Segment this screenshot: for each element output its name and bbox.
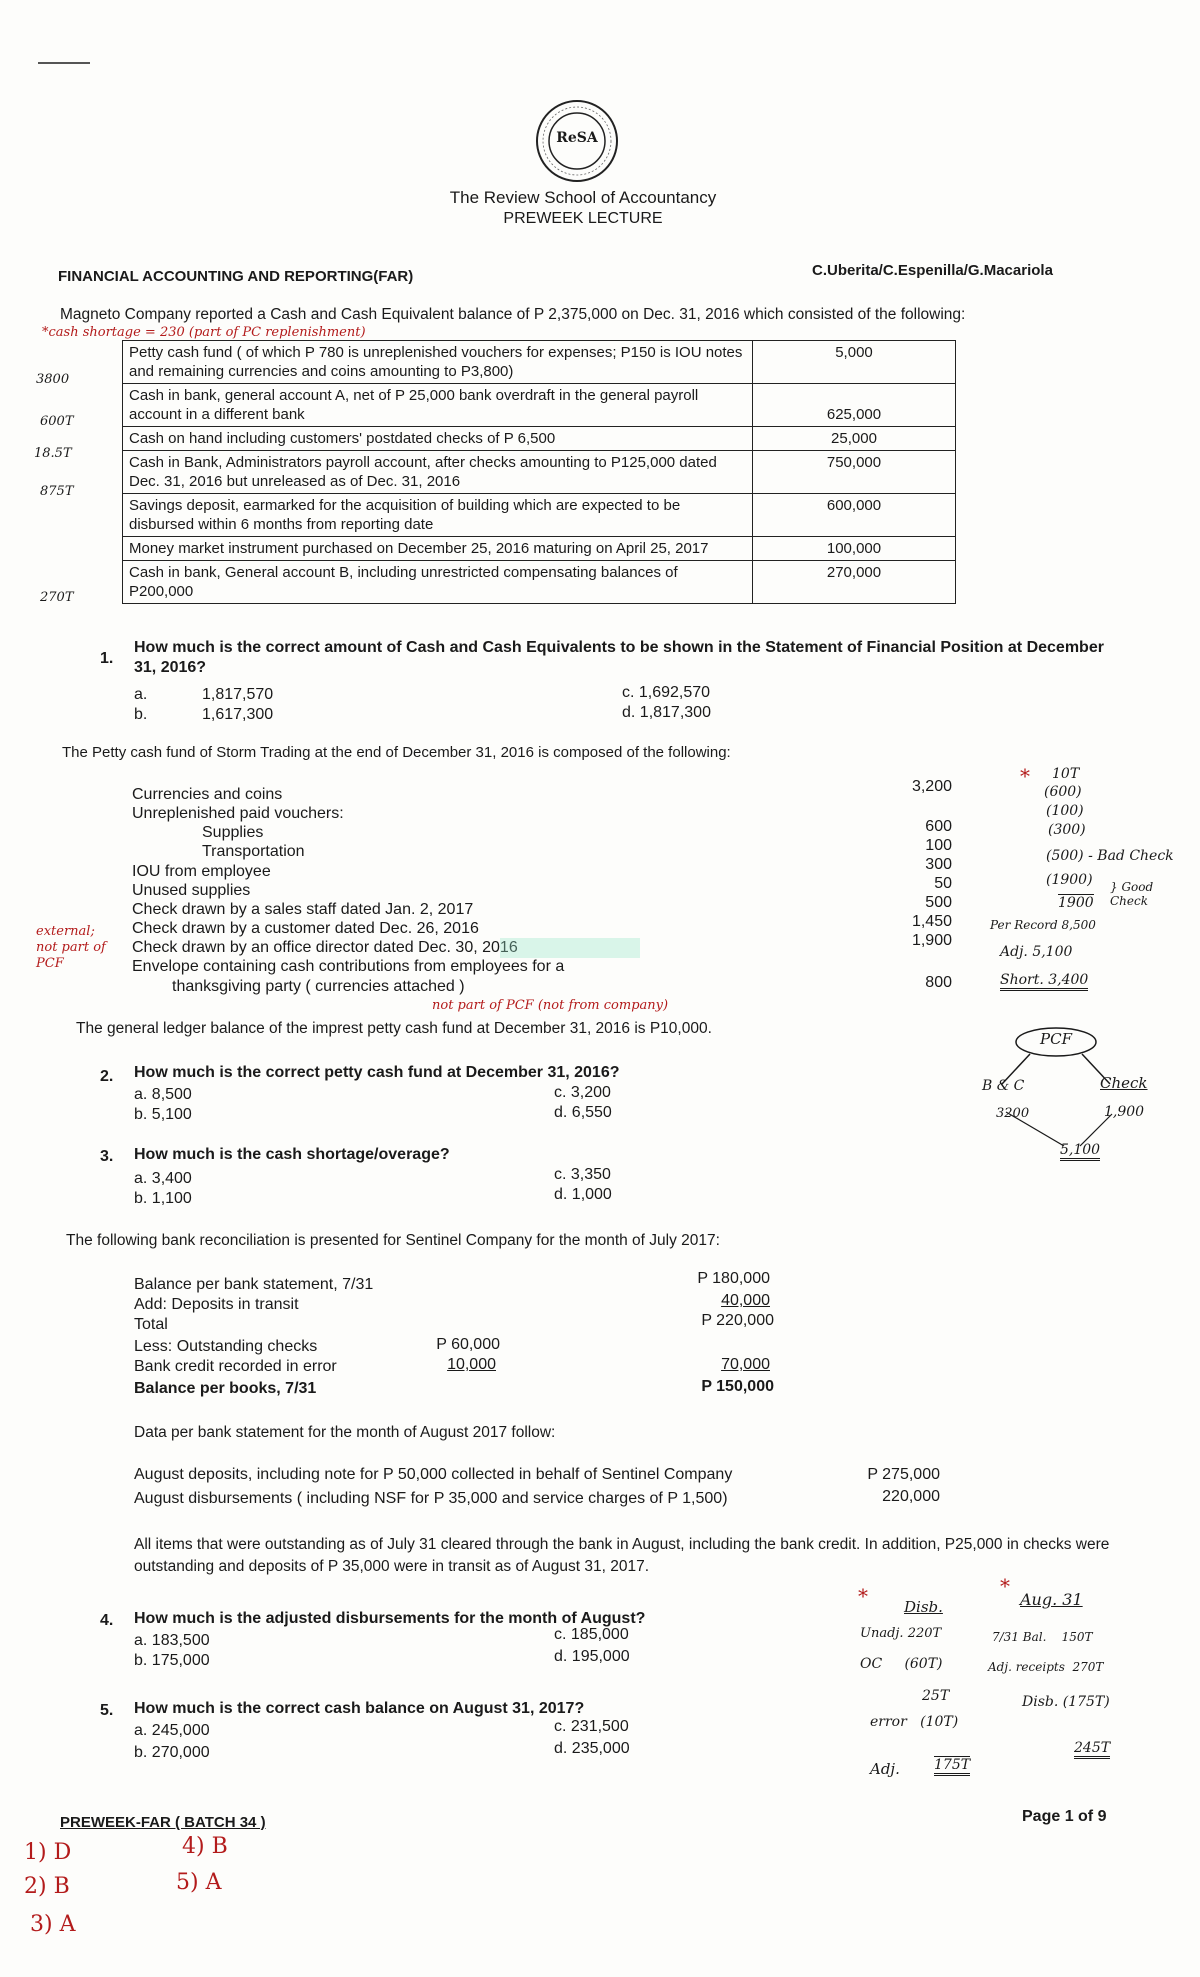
petty-item-label: Currencies and coins (132, 786, 283, 803)
q4-c: c. 185,000 (554, 1626, 629, 1643)
recon-oc-val: P 60,000 (436, 1336, 500, 1353)
recon-total-label: Total (134, 1316, 168, 1333)
hw-right-col: (100) (1046, 803, 1084, 819)
q1-a-value: 1,817,570 (202, 686, 274, 703)
q1-d: d. 1,817,300 (622, 704, 711, 721)
q5-b: b. 270,000 (134, 1744, 210, 1761)
q3-text: How much is the cash shortage/overage? (134, 1146, 450, 1163)
hw-good-check: } Good Check (1110, 880, 1154, 908)
row-amount: 25,000 (753, 427, 956, 451)
hw-aug-disb: Disb. (175T) (1022, 1694, 1110, 1710)
recon-dit-label: Add: Deposits in transit (134, 1296, 299, 1313)
petty-item-label: IOU from employee (132, 863, 271, 880)
hw-disb-adj-val: 175T (934, 1756, 970, 1776)
logo-text: ReSA (556, 130, 598, 146)
recon-aug-dep-val: P 275,000 (867, 1466, 940, 1483)
subject-title: FINANCIAL ACCOUNTING AND REPORTING(FAR) (58, 268, 414, 285)
petty-item-label: Check drawn by an office director dated Dec. 30, 2016 (132, 939, 518, 956)
recon-aug-dep-label: August deposits, including note for P 50,000 collected in behalf of Sentinel Company (134, 1466, 733, 1483)
q5-a: a. 245,000 (134, 1722, 210, 1739)
row-desc: Cash in bank, General account B, including unrestricted compensating balances of P200,000 (123, 561, 753, 604)
q3-number: 3. (100, 1148, 114, 1165)
hw-right-col: 1900 (1058, 895, 1094, 911)
hw-answer: 1) D (24, 1840, 72, 1865)
table-row (123, 494, 956, 537)
petty-item-amount: 300 (925, 856, 952, 873)
petty-item-label: Unreplenished paid vouchers: (132, 805, 344, 822)
row-amount: 625,000 (753, 384, 956, 427)
recon-aug-disb-val: 220,000 (882, 1488, 940, 1505)
footer-batch: PREWEEK-FAR ( BATCH 34 ) (60, 1814, 266, 1831)
q4-a: a. 183,500 (134, 1632, 210, 1649)
petty-item-label: thanksgiving party ( currencies attached ) (172, 978, 465, 995)
q3-a: a. 3,400 (134, 1170, 192, 1187)
petty-intro: The Petty cash fund of Storm Trading at the end of December 31, 2016 is composed of the following: (62, 744, 731, 761)
recon-bce-label: Bank credit recorded in error (134, 1358, 337, 1375)
q2-text: How much is the correct petty cash fund at December 31, 2016? (134, 1064, 620, 1081)
hw-disb-oc: OC (60T) (860, 1656, 943, 1672)
recon-dit-val: 40,000 (721, 1292, 770, 1309)
q5-number: 5. (100, 1702, 114, 1719)
row-desc: Cash on hand including customers' postdated checks of P 6,500 (123, 427, 753, 451)
q2-d: d. 6,550 (554, 1104, 612, 1121)
q5-c: c. 231,500 (554, 1718, 629, 1735)
petty-item-label: Check drawn by a sales staff dated Jan. 2, 2017 (132, 901, 474, 918)
table-row (123, 537, 956, 561)
row-desc: Savings deposit, earmarked for the acquisition of building which are expected to be disbursed within 6 months from reporting date (123, 494, 753, 537)
petty-item-label: Transportation (202, 843, 305, 860)
petty-item-label: Supplies (202, 824, 264, 841)
hw-margin-5: 270T (40, 590, 74, 605)
hw-disb-title: Disb. (904, 1598, 943, 1616)
hw-aug-total: 245T (1074, 1740, 1110, 1759)
recon-books-label: Balance per books, 7/31 (134, 1380, 317, 1397)
hw-pcf-diagram (980, 1026, 1170, 1166)
recon-note: All items that were outstanding as of July 31 cleared through the bank in August, including the bank credit. In addition, P25,000 in checks were outstanding and deposits of P 35,000 were in transit as of August 31, 2017. (134, 1536, 1110, 1575)
recon-bce-val: 10,000 (447, 1356, 496, 1373)
petty-ledger: The general ledger balance of the imprest petty cash fund at December 31, 2016 is P10,000. (76, 1020, 712, 1037)
petty-item-amount: 1,450 (911, 913, 952, 930)
hw-star-2: * (858, 1584, 868, 1608)
hw-aug-title: Aug. 31 (1020, 1590, 1083, 1609)
hw-pcf-total: 5,100 (1060, 1142, 1100, 1161)
recon-oc-label: Less: Outstanding checks (134, 1338, 318, 1355)
table-row (123, 427, 956, 451)
hw-disb-unadj: Unadj. 220T (860, 1626, 942, 1641)
hw-right-col: (1900) (1046, 872, 1093, 888)
scan-mark (38, 62, 90, 64)
petty-item-label: Envelope containing cash contributions from employees for a (132, 958, 565, 975)
hw-not-part-note: not part of PCF (not from company) (432, 998, 669, 1013)
hw-aug-bal: 7/31 Bal. 150T (992, 1630, 1093, 1644)
q4-b: b. 175,000 (134, 1652, 210, 1669)
hw-pcf-label: PCF (1040, 1030, 1072, 1048)
hw-margin-1: 3800 (36, 372, 70, 387)
q3-b: b. 1,100 (134, 1190, 192, 1207)
hw-disb-25: 25T (922, 1688, 950, 1704)
hw-star-1: * (1020, 764, 1030, 788)
q2-c: c. 3,200 (554, 1084, 611, 1101)
recon-balance-val: P 180,000 (697, 1270, 770, 1287)
lecture-title: PREWEEK LECTURE (503, 210, 663, 227)
petty-item-amount: 500 (925, 894, 952, 911)
table-row (123, 451, 956, 494)
petty-item-label: Check drawn by a customer dated Dec. 26, 2016 (132, 920, 479, 937)
q4-d: d. 195,000 (554, 1648, 630, 1665)
hw-disb-adj: Adj. (870, 1760, 900, 1778)
q1-b-letter: b. (134, 706, 148, 723)
hw-margin-4: 875T (40, 484, 74, 499)
petty-item-amount: 1,900 (911, 932, 952, 949)
magneto-intro: Magneto Company reported a Cash and Cash Equivalent balance of P 2,375,000 on Dec. 31, 2016 which consisted of the following: (60, 306, 966, 323)
recon-aug-disb-label: August disbursements ( including NSF for P 35,000 and service charges of P 1,500) (134, 1490, 728, 1507)
school-name: The Review School of Accountancy (449, 188, 717, 207)
recon-less-total: 70,000 (721, 1356, 770, 1373)
q1-number: 1. (100, 650, 114, 667)
hw-right-col: (300) (1048, 822, 1086, 838)
petty-item-amount: 100 (925, 837, 952, 854)
q4-number: 4. (100, 1612, 114, 1629)
hw-per-record: Per Record 8,500 (990, 918, 1096, 932)
hw-adj: Adj. 5,100 (1000, 944, 1073, 960)
row-desc: Cash in bank, general account A, net of P 25,000 bank overdraft in the general payroll account in a different bank (123, 384, 753, 427)
hw-answer: 2) B (24, 1874, 70, 1899)
row-amount: 270,000 (753, 561, 956, 604)
hw-answer: 4) B (182, 1834, 228, 1859)
row-desc: Petty cash fund ( of which P 780 is unreplenished vouchers for expenses; P150 is IOU notes and remaining currencies and coins amounting to P3,800) (123, 341, 753, 384)
recon-books-val: P 150,000 (701, 1378, 774, 1395)
q1-text: How much is the correct amount of Cash and Cash Equivalents to be shown in the Statement of Financial Position at December 31, 2016? (134, 639, 1104, 676)
q3-d: d. 1,000 (554, 1186, 612, 1203)
petty-item-amount: 800 (925, 974, 952, 991)
table-row (123, 384, 956, 427)
row-desc: Cash in Bank, Administrators payroll account, after checks amounting to P125,000 dated Dec. 31, 2016 but unreleased as of Dec. 31, 2016 (123, 451, 753, 494)
hw-margin-2: 600T (40, 414, 74, 429)
row-amount: 5,000 (753, 341, 956, 384)
hw-disb-error: error (10T) (870, 1714, 959, 1730)
recon-intro: The following bank reconciliation is presented for Sentinel Company for the month of July 2017: (66, 1232, 720, 1249)
hw-right-col: 10T (1052, 766, 1080, 782)
hw-check-val: 1,900 (1104, 1104, 1145, 1120)
hw-right-col: (600) (1044, 784, 1082, 800)
hw-short: Short. 3,400 (1000, 972, 1088, 991)
q1-b-value: 1,617,300 (202, 706, 274, 723)
hw-right-col: (500) - Bad Check (1046, 848, 1174, 864)
petty-item-amount: 600 (925, 818, 952, 835)
q2-number: 2. (100, 1068, 114, 1085)
hw-cash-shortage: *cash shortage = 230 (part of PC replenishment) (42, 325, 366, 340)
q1-c: c. 1,692,570 (622, 684, 711, 701)
recon-total-val: P 220,000 (701, 1312, 774, 1329)
row-amount: 100,000 (753, 537, 956, 561)
hw-bc-label: B & C (982, 1078, 1025, 1094)
q5-text: How much is the correct cash balance on August 31, 2017? (134, 1700, 585, 1717)
magneto-cash-table (122, 340, 956, 604)
hw-star-3: * (1000, 1574, 1010, 1598)
hw-external-note: external; not part of PCF (36, 924, 106, 971)
footer-page: Page 1 of 9 (1022, 1808, 1107, 1825)
recon-aug-intro: Data per bank statement for the month of August 2017 follow: (134, 1424, 556, 1441)
hw-check-label: Check (1100, 1074, 1148, 1092)
school-logo (534, 98, 620, 184)
table-row (123, 561, 956, 604)
q1-a-letter: a. (134, 686, 148, 703)
petty-item-amount: 50 (934, 875, 952, 892)
petty-item-amount: 3,200 (911, 778, 952, 795)
row-amount: 600,000 (753, 494, 956, 537)
q4-text: How much is the adjusted disbursements for the month of August? (134, 1610, 646, 1627)
highlight (500, 938, 640, 958)
hw-aug-receipts: Adj. receipts 270T (988, 1660, 1104, 1674)
q2-b: b. 5,100 (134, 1106, 192, 1123)
hw-answer: 3) A (30, 1912, 76, 1937)
row-amount: 750,000 (753, 451, 956, 494)
q3-c: c. 3,350 (554, 1166, 611, 1183)
q2-a: a. 8,500 (134, 1086, 192, 1103)
q5-d: d. 235,000 (554, 1740, 630, 1757)
hw-bc-val: 3200 (996, 1106, 1030, 1121)
hw-margin-3: 18.5T (34, 446, 72, 461)
hw-answer: 5) A (176, 1870, 222, 1895)
row-desc: Money market instrument purchased on December 25, 2016 maturing on April 25, 2017 (123, 537, 753, 561)
petty-item-label: Unused supplies (132, 882, 251, 899)
recon-balance-label: Balance per bank statement, 7/31 (134, 1276, 374, 1293)
table-row (123, 341, 956, 384)
authors: C.Uberita/C.Espenilla/G.Macariola (812, 262, 1053, 279)
